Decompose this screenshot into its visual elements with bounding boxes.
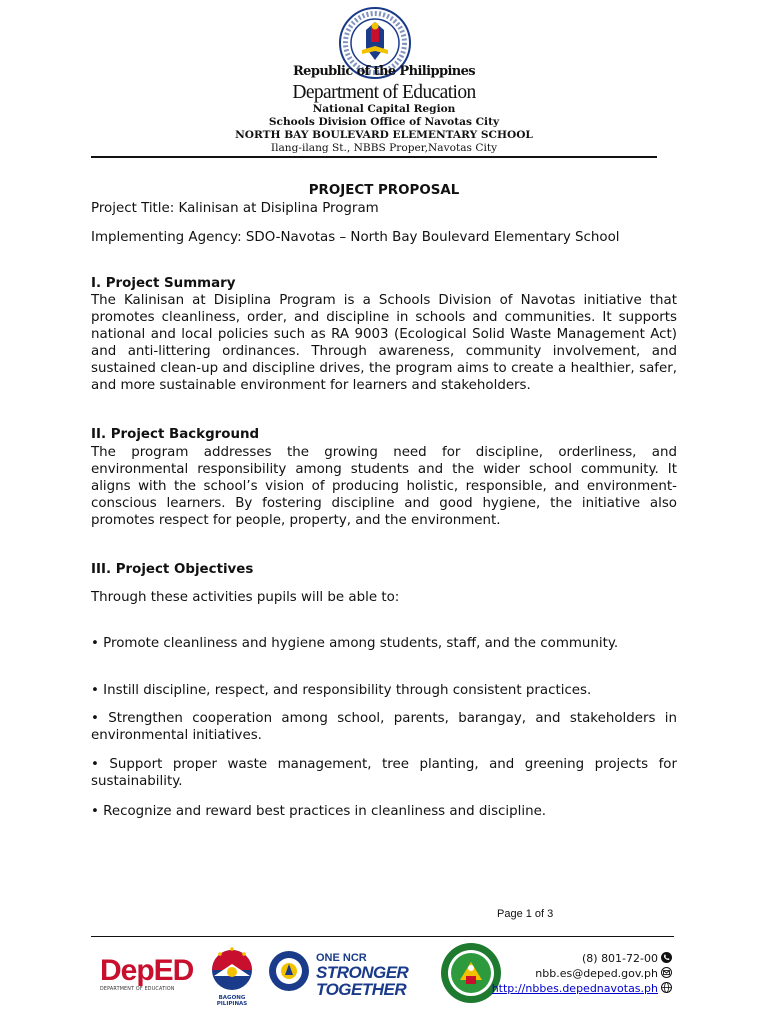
phone-text: (8) 801-72-00	[581, 952, 658, 965]
deped-logo-text: DepED	[100, 954, 194, 987]
footer-phone	[582, 952, 672, 966]
section-body-summary: The Kalinisan at Disiplina Program is a Schools Division of Navotas initiative that promotes cleanliness, order, and discipline in schools and communities. It supports national and local policies such as RA 9003 (Ecological Solid Waste Management Act) and anti-littering ordinances. Through awareness, community involvement, and sustained clean-up and discipline drives, the program aims to create a healthier, safer, and more sustainable environment for learners and stakeholders.	[91, 293, 677, 393]
implementing-agency: Implementing Agency: SDO-Navotas – North Bay Boulevard Elementary School	[91, 230, 620, 245]
together-text: TOGETHER	[316, 980, 407, 999]
objective-item-1: • Promote cleanliness and hygiene among students, staff, and the community.	[91, 636, 619, 651]
one-ncr-text: ONE NCR	[316, 952, 367, 964]
bagong-pilipinas-logo	[204, 946, 260, 1007]
section-title-objectives: III. Project Objectives	[91, 562, 254, 577]
objective-item-5: • Recognize and reward best practices in cleanliness and discipline.	[91, 804, 547, 819]
page-number: Page 1 of 3	[497, 908, 554, 920]
stronger-text: STRONGER	[316, 963, 409, 982]
objectives-intro: Through these activities pupils will be able to:	[91, 590, 400, 605]
email-text: nbb.es@deped.gov.ph	[535, 967, 658, 980]
email-icon	[661, 967, 672, 978]
section-title-background: II. Project Background	[91, 427, 260, 442]
deped-logo	[100, 955, 192, 999]
footer-divider	[91, 936, 674, 937]
header-school: NORTH BAY BOULEVARD ELEMENTARY SCHOOL	[235, 129, 533, 141]
section-title-summary: I. Project Summary	[91, 276, 236, 291]
header-republic: Republic of the Philippines	[292, 64, 476, 79]
header-division: Schools Division Office of Navotas City	[268, 116, 500, 128]
bagong-pilipinas-text: BAGONG PILIPINAS	[216, 995, 248, 1007]
header-department: Department of Education	[292, 82, 476, 103]
project-title: Project Title: Kalinisan at Disiplina Program	[91, 201, 379, 216]
phone-icon	[661, 952, 672, 963]
footer-website	[492, 982, 672, 996]
header-region: National Capital Region	[312, 103, 456, 115]
objective-item-2: • Instill discipline, respect, and responsibility through consistent practices.	[91, 683, 592, 698]
document-heading: PROJECT PROPOSAL	[308, 183, 460, 198]
deped-logo-subtitle: DEPARTMENT OF EDUCATION	[100, 987, 175, 992]
one-ncr-logo	[316, 952, 428, 998]
header-divider	[91, 156, 657, 158]
globe-icon	[661, 982, 672, 993]
section-body-background: The program addresses the growing need for discipline, orderliness, and environmental responsibility among students and the wider school community. It aligns with the school’s vision of producing holistic, responsible, and environment-conscious learners. By fostering discipline and good hygiene, the initiative also promotes respect for people, property, and the environment.	[91, 445, 677, 528]
objective-item-4: • Support proper waste management, tree planting, and greening projects for sustainability.	[91, 757, 677, 789]
header-address: Ilang-ilang St., NBBS Proper,Navotas City	[270, 142, 498, 154]
region-seal	[268, 950, 310, 992]
footer-email	[535, 967, 672, 981]
objective-item-3: • Strengthen cooperation among school, parents, barangay, and stakeholders in environmental initiatives.	[91, 711, 677, 743]
website-link[interactable]: http://nbbes.depednavotas.ph	[491, 982, 658, 995]
